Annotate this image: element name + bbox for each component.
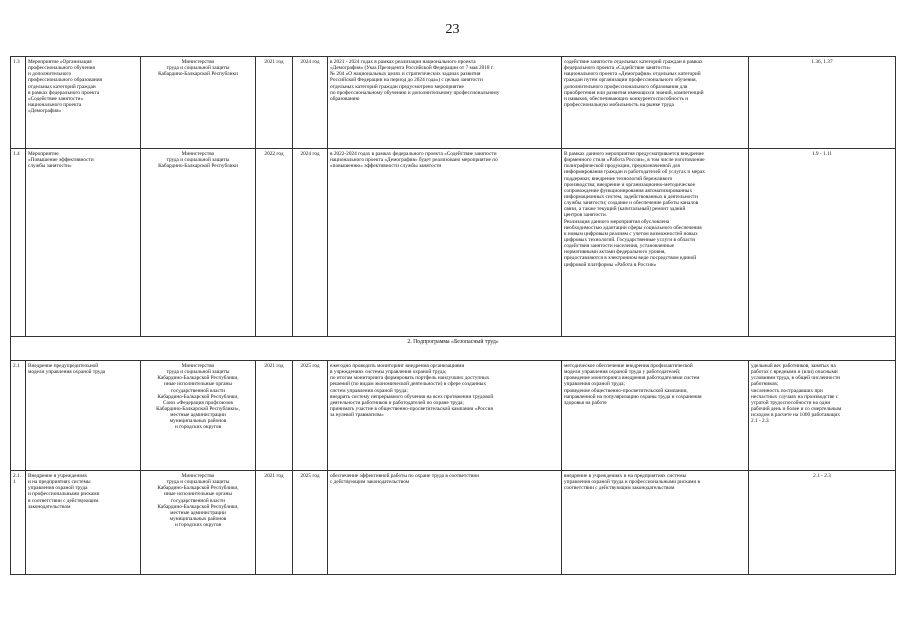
subprogram-title: 2. Подпрограмма «Безопасный труд» (11, 337, 896, 361)
executor: Министерство труда и социальной защиты Кабардино-Балкарской Республики, иные исполнительные органы государственной власти Кабардино-Балкарской Республики, Союз «Федерация профсоюзов Кабардино-Балкарской Республики», местные администрации муниципальных районов и городских округов (141, 361, 256, 471)
indicator-link: 2.1 - 2.3 (749, 471, 896, 575)
start-year: 2022 год (256, 149, 293, 337)
executor: Министерство труда и социальной защиты Кабардино-Балкарской Республики, иные исполнительные органы государственной власти Кабардино-Балкарской Республики, местные администрации муниципальных районов и городских округов (141, 471, 256, 575)
page-number: 23 (445, 22, 460, 37)
end-year: 2024 год (293, 149, 328, 337)
task-description: в 2021 - 2024 годах в рамках реализации национального проекта «Демография» (Указ Президента Российской Федерации от 7 мая 2018 г. № 204 «О национальных целях и стратегических задачах развития Российской Федерации на период до 2024 года») с целью занятости отдельных категорий граждан предусмотрено мероприятие по профессиональному обучению и дополнительному профессиональному образованию (328, 57, 562, 149)
row-number: 1.3 (11, 57, 26, 149)
subprogram-header-row (11, 337, 896, 361)
measure-title: Мероприятие «Повышение эффективности службы занятости» (26, 149, 141, 337)
indicators: удельный вес работников, занятых на работах с вредными и (или) опасными условиями труда, в общей численности работников; численность пострадавших при несчастных случаях на производстве с утратой трудоспособности на один рабочий день и более и со смертельным исходом в расчете на 1000 работающих 2.1 - 2.3 (749, 361, 896, 471)
indicator-link: 1.9 - 1.11 (749, 149, 896, 337)
expected-result: В рамках данного мероприятия предусматривается внедрение фирменного стиля «Работа России», в том числе изготовление полиграфической продукции, предназначенной для информирования граждан и работодателей об услугах и мерах поддержки; внедрение технологий бережливого производства; внедрение и организационно-методическое сопровождение функционирования автоматизированных информационных систем, задействованных в деятельности службы занятости; создание и обеспечение работы каналов связи, а также текущий (капитальный) ремонт зданий центров занятости. Реализация данного мероприятия обусловлена необходимостью адаптации сферы социального обеспечения к новым цифровым реалиям с учетом возможностей новых цифровых технологий. Государственные услуги в области содействия занятости населения, установленные нормативными актами федерального уровня, предоставляются в электронном виде посредством единой цифровой платформы «Работа в России» (562, 149, 749, 337)
executor: Министерство труда и социальной защиты Кабардино-Балкарской Республики (141, 149, 256, 337)
row-number: 1.4 (11, 149, 26, 337)
task-description: в 2022-2024 годах в рамках федерального проекта «Содействие занятости национального проекта «Демография» будет реализовано мероприятие по «повышению» эффективности службы занятости (328, 149, 562, 337)
end-year: 2024 год (293, 57, 328, 149)
table-row (11, 149, 896, 337)
start-year: 2021 год (256, 471, 293, 575)
end-year: 2025 год (293, 361, 328, 471)
expected-result: содействие занятости отдельных категорий граждан в рамках федерального проекта «Содействие занятости» национального проекта «Демография» отдельных категорий граждан путем организации профессионального обучения, дополнительного профессионального образования для приобретения или развития имеющихся знаний, компетенций и навыков, обеспечивающих конкурентоспособность и профессиональную мобильность на рынке труда (562, 57, 749, 149)
start-year: 2021 год (256, 361, 293, 471)
table-row (11, 361, 896, 471)
table-row (11, 471, 896, 575)
task-description: обеспечение эффективной работы по охране труда в соответствии с действующим законодательством (328, 471, 562, 575)
measures-table (10, 56, 896, 575)
indicator-link: 1.36, 1.37 (749, 57, 896, 149)
task-description: ежегодно проводить мониторинг внедрения организациями в учреждениях системы управления охраной труда; по итогам мониторинга формировать портфель наилучших доступных решений (по видам экономической деятельности) в сфере созданных систем управления охраной труда; внедрять систему непрерывного обучения на всех протяжении трудовой деятельности работников и работодателей по охране труда; принимать участие в общественно-просветительской кампании «Россия за нулевой травматизм» (328, 361, 562, 471)
measure-title: Внедрение в учреждениях и на предприятиях системы управления охраной труда и профессиональными рисками в соответствии с действующим законодательством (26, 471, 141, 575)
end-year: 2025 год (293, 471, 328, 575)
row-number: 2.1 (11, 361, 26, 471)
measure-title: Внедрение предупредительной модели управления охраной труда (26, 361, 141, 471)
row-number: 2.1.1 (11, 471, 26, 575)
executor: Министерство труда и социальной защиты Кабардино-Балкарской Республики (141, 57, 256, 149)
start-year: 2021 год (256, 57, 293, 149)
expected-result: внедрение в учреждениях и на предприятиях системы управления охраной труда и профессиональными рисками в соответствии с действующим законодательством (562, 471, 749, 575)
measure-title: Мероприятие «Организация профессионального обучения и дополнительного профессионального образования отдельных категорий граждан в рамках федерального проекта «Содействие занятости» национального проекта «Демография» (26, 57, 141, 149)
table-row (11, 57, 896, 149)
expected-result: методическое обеспечение внедрения профилактической модели управления охраной труда у работодателей; проведение мониторинга внедрения работодателями систем управления охраной труда; проведение общественно-просветительской кампании, направленной на популяризацию охраны труда и сохранения здоровья на работе (562, 361, 749, 471)
